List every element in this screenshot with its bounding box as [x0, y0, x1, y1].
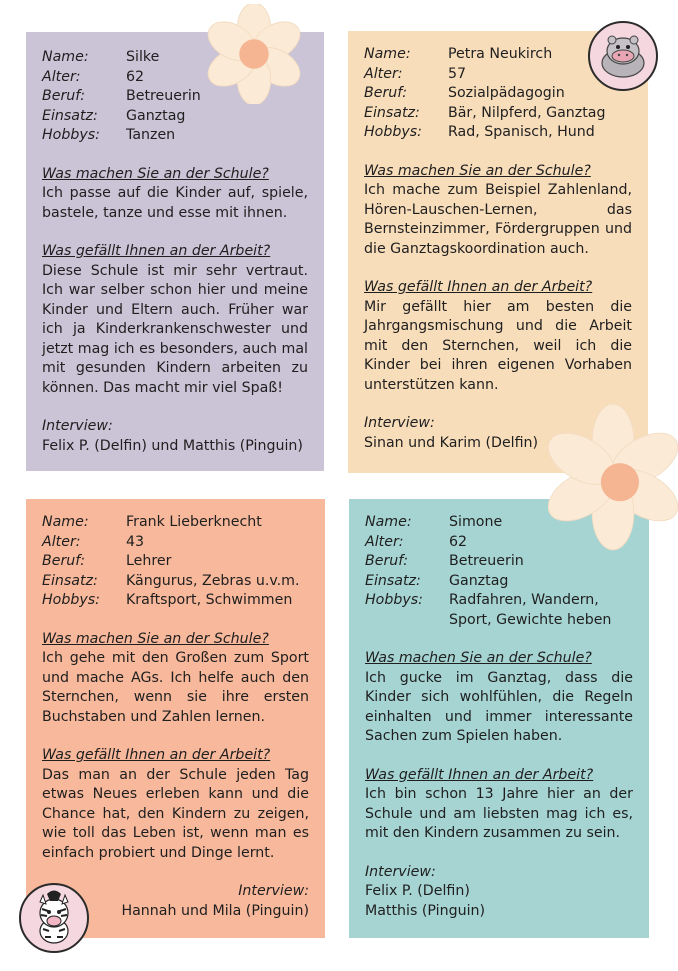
card-content — [364, 45, 632, 453]
interviewer-names: Felix P. (Delfin) — [365, 883, 470, 899]
fact-key: Einsatz: — [42, 572, 98, 589]
fact-key: Alter: — [364, 65, 403, 82]
interviewer-names: Felix P. (Delfin) und Matthis (Pinguin) — [42, 437, 303, 454]
fact-key: Name: — [42, 49, 89, 65]
answer-text: Mir gefällt hier am besten die Jahrgangsmischung und die Arbeit mit den Sternchen, weil ich die Kinder bei ihren eigenen Vorhaben unterstützen kann. — [364, 298, 632, 393]
fact-key: Hobbys: — [365, 592, 423, 608]
fact-key: Beruf: — [364, 85, 408, 101]
question-heading: Was gefällt Ihnen an der Arbeit? — [365, 766, 594, 783]
fact-key: Name: — [364, 46, 411, 62]
interview-label: Interview: — [238, 883, 309, 899]
zebra-icon — [19, 883, 89, 953]
fact-key: Einsatz: — [42, 107, 98, 124]
fact-value: Simone — [449, 514, 503, 530]
card-content — [42, 513, 309, 921]
fact-value: Lehrer — [126, 553, 172, 569]
question-heading: Was machen Sie an der Schule? — [42, 630, 269, 647]
interview-label: Interview: — [364, 415, 435, 431]
fact-key: Alter: — [365, 533, 404, 550]
fact-key: Alter: — [42, 68, 81, 85]
question-heading: Was machen Sie an der Schule? — [364, 162, 591, 179]
interview-block — [364, 414, 632, 453]
interviewer-names: Sinan und Karim (Delfin) — [364, 434, 539, 451]
fact-value: Kraftsport, Schwimmen — [126, 592, 293, 608]
fact-value: Tanzen — [126, 127, 176, 143]
fact-value: Radfahren, Wandern, Sport, Gewichte heben — [449, 592, 612, 628]
answer-text: Ich gehe mit den Großen zum Sport und mache AGs. Ich helfe auch den Sternchen, wenn sie ihre ersten Buchstaben und Zahlen lernen. — [42, 650, 309, 725]
fact-key: Name: — [365, 514, 412, 530]
fact-key: Hobbys: — [42, 127, 100, 143]
fact-value: Bär, Nilpferd, Ganztag — [448, 104, 606, 121]
interviewer-names: Hannah und Mila (Pinguin) — [121, 902, 309, 919]
fact-value: 43 — [126, 533, 145, 550]
fact-value: Betreuerin — [126, 88, 201, 104]
fact-key: Hobbys: — [364, 124, 422, 140]
answer-text: Ich passe auf die Kinder auf, spiele, bastele, tanze und esse mit ihnen. — [42, 185, 308, 221]
fact-key: Beruf: — [42, 553, 86, 569]
question-heading: Was machen Sie an der Schule? — [365, 650, 592, 666]
interview-block — [365, 863, 633, 922]
fact-value: Ganztag — [449, 572, 509, 589]
fact-value: 57 — [448, 65, 467, 82]
answer-text: Ich gucke im Ganztag, dass die Kinder sich wohlfühlen, die Regeln einhalten und immer interessante Sachen zum Spielen haben. — [365, 669, 633, 744]
profile-card-silke — [26, 32, 324, 471]
fact-key: Hobbys: — [42, 592, 100, 608]
fact-value: Betreuerin — [449, 553, 524, 569]
fact-value: Sozialpädagogin — [448, 85, 565, 101]
fact-key: Alter: — [42, 533, 81, 550]
answer-text: Das man an der Schule jeden Tag etwas Neues erleben kann und die Chance hat, den Kindern zu zeigen, wie toll das Leben ist, wenn man es einfach probiert und Dinge lernt. — [42, 766, 309, 861]
answer-text: Ich bin schon 13 Jahre hier an der Schule und am liebsten mag ich es, mit den Kindern zusammen zu sein. — [365, 786, 633, 841]
question-heading: Was gefällt Ihnen an der Arbeit? — [42, 747, 271, 763]
question-heading: Was machen Sie an der Schule? — [42, 165, 269, 182]
fact-key: Name: — [42, 514, 89, 530]
profile-card-frank — [26, 499, 325, 938]
fact-key: Beruf: — [365, 553, 409, 569]
interview-label: Interview: — [42, 418, 113, 434]
fact-list — [42, 513, 309, 611]
fact-value: Petra Neukirch — [448, 46, 553, 62]
fact-value: Frank Lieberknecht — [126, 514, 262, 530]
fact-value: Ganztag — [126, 107, 186, 124]
fact-key: Einsatz: — [364, 104, 420, 121]
interview-block — [42, 417, 308, 456]
fact-list — [365, 513, 633, 630]
fact-value: Kängurus, Zebras u.v.m. — [126, 572, 300, 589]
card-content — [365, 513, 633, 921]
answer-text: Diese Schule ist mir sehr vertraut. Ich war selber schon hier und meine Kinder und Eltern auch. Früher war ich ja Kinderkrankenschwester und jetzt mag ich es besonders, auch mal mit gesunden Kindern arbeiten zu können. Das macht mir viel Spaß! — [42, 262, 308, 396]
interviewer-names: Matthis (Pinguin) — [365, 902, 486, 919]
fact-value: 62 — [449, 533, 468, 550]
question-heading: Was gefällt Ihnen an der Arbeit? — [364, 279, 593, 295]
fact-value: Rad, Spanisch, Hund — [448, 124, 595, 140]
question-heading: Was gefällt Ihnen an der Arbeit? — [42, 243, 271, 259]
interview-label: Interview: — [365, 863, 436, 880]
hippo-icon — [588, 21, 658, 91]
fact-list — [42, 48, 308, 146]
fact-key: Einsatz: — [365, 572, 421, 589]
profile-card-petra — [348, 31, 648, 473]
answer-text: Ich mache zum Beispiel Zahlenland, Hören-Lauschen-Lernen, das Bernsteinzimmer, Fördergruppen und die Ganztagskoordination auch. — [364, 182, 632, 257]
card-content — [42, 48, 308, 456]
fact-value: Silke — [126, 49, 160, 65]
fact-value: 62 — [126, 68, 145, 85]
fact-key: Beruf: — [42, 88, 86, 104]
profile-card-simone — [349, 499, 649, 938]
